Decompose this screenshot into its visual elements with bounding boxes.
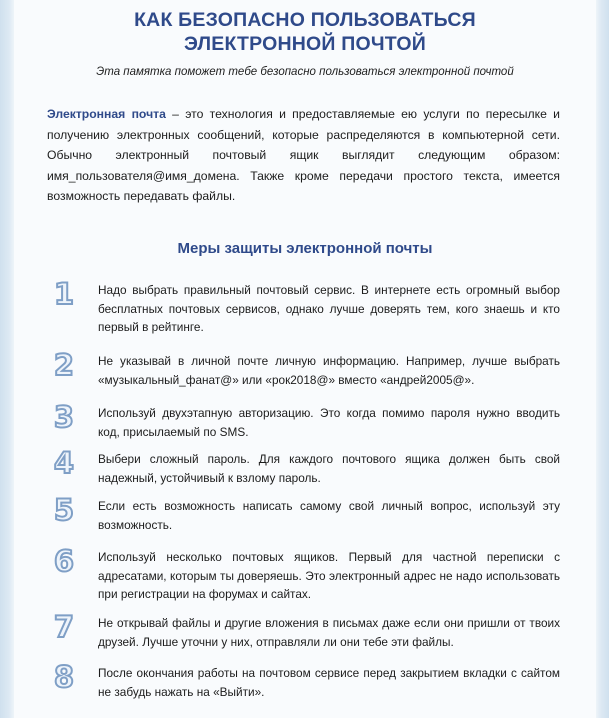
step-item — [48, 660, 560, 701]
step-item — [48, 348, 560, 389]
section-title: Меры защиты электронной почты — [177, 240, 433, 257]
step-text: После окончания работы на почтовом сервисе перед закрытием вкладки с сайтом не забудь нажать на «Выйти». — [98, 666, 560, 699]
step-item — [48, 493, 560, 534]
step-item — [48, 400, 560, 441]
step-number-icon: 5 — [53, 493, 75, 527]
title-line-2: ЭЛЕКТРОННОЙ ПОЧТОЙ — [184, 33, 426, 55]
step-number-icon: 7 — [53, 610, 75, 644]
step-text: Не открывай файлы и другие вложения в письмах даже если они пришли от твоих друзей. Лучше уточни у них, отправляли ли они тебе эти файлы. — [98, 616, 560, 649]
step-number-icon: 8 — [53, 660, 75, 694]
step-number-icon: 1 — [53, 277, 75, 311]
intro-term: Электронная почта — [47, 107, 166, 121]
step-number-icon: 2 — [53, 348, 75, 382]
intro-paragraph — [47, 104, 560, 207]
step-text: Выбери сложный пароль. Для каждого почтового ящика должен быть свой надежный, устойчивый к взлому пароль. — [98, 452, 560, 485]
step-text: Если есть возможность написать самому свой личный вопрос, используй эту возможность. — [98, 499, 560, 532]
title-line-1: КАК БЕЗОПАСНО ПОЛЬЗОВАТЬСЯ — [134, 9, 476, 31]
step-text: Используй несколько почтовых ящиков. Первый для частной переписки с адресатами, которым ты доверяешь. Это электронный адрес не надо использовать при регистрации на форумах и сайтах. — [98, 550, 560, 602]
right-border — [596, 0, 609, 718]
step-number-icon: 3 — [53, 400, 75, 434]
step-item — [48, 277, 560, 337]
step-text: Используй двухэтапную авторизацию. Это когда помимо пароля нужно вводить код, присылаемый по SMS. — [98, 406, 560, 439]
step-number-icon: 4 — [53, 446, 75, 480]
memo-content — [14, 0, 596, 718]
subtitle: Эта памятка поможет тебе безопасно пользоваться электронной почтой — [96, 66, 514, 78]
intro-text: это технология и предоставляемые ею услуги по пересылке и получению электронных сообщений, которые распределяются в компьютерной сети. Обычно электронный почтовый ящик выглядит следующим образом: имя_пользователя@имя_домена. Также кроме передачи простого текста, имеется возможность передавать файлы. — [47, 107, 560, 203]
intro-dash: – — [165, 107, 186, 121]
left-border — [0, 0, 14, 718]
step-text: Не указывай в личной почте личную информацию. Например, лучше выбрать «музыкальный_фанат@» или «рок2018@» вместо «андрей2005@». — [98, 354, 560, 387]
step-item — [48, 446, 560, 487]
page-title — [14, 8, 596, 56]
step-text: Надо выбрать правильный почтовый сервис. В интернете есть огромный выбор бесплатных почтовых сервисов, однако лучше доверять тем, кого знаешь и кто первый в рейтинге. — [98, 283, 560, 335]
step-item — [48, 610, 560, 651]
step-number-icon: 6 — [53, 544, 75, 578]
step-item — [48, 544, 560, 604]
